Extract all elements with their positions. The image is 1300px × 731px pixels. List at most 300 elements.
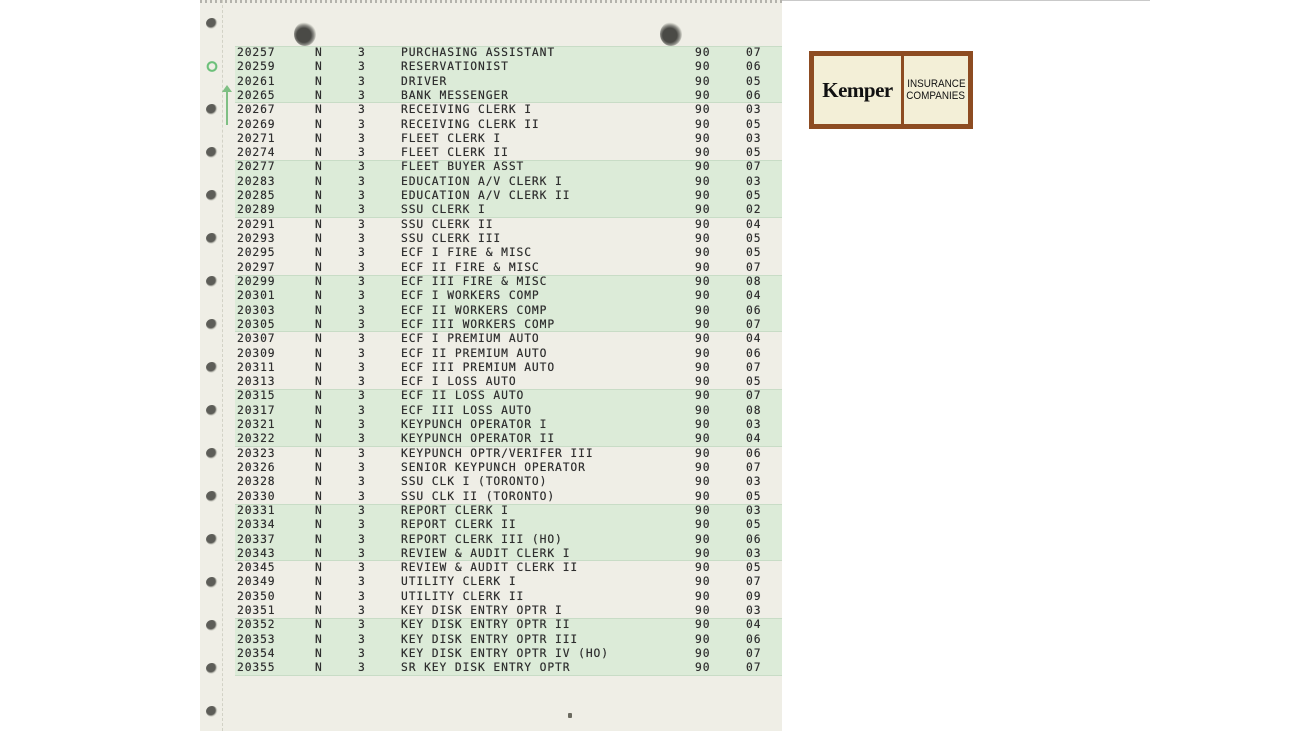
cell-level: 3	[358, 146, 366, 160]
cell-code: 20311	[237, 360, 276, 374]
cell-flag: N	[315, 289, 323, 303]
cell-level: 3	[358, 260, 366, 274]
cell-level: 3	[358, 332, 366, 346]
cell-code: 20352	[237, 618, 276, 632]
cell-num: 90	[695, 60, 711, 74]
cell-level: 3	[358, 88, 366, 102]
cell-code: 20323	[237, 446, 276, 460]
cell-code: 20295	[237, 246, 276, 260]
cell-level: 3	[358, 303, 366, 317]
logo-wordmark-panel	[814, 56, 901, 124]
cell-code: 20289	[237, 203, 276, 217]
cell-level: 3	[358, 346, 366, 360]
cell-title: RESERVATIONIST	[401, 60, 509, 74]
cell-num: 90	[695, 518, 711, 532]
feed-hole-icon	[206, 362, 218, 373]
cell-grade: 05	[746, 74, 762, 88]
cell-num: 90	[695, 532, 711, 546]
cell-title: REPORT CLERK III (HO)	[401, 532, 563, 546]
cell-code: 20257	[237, 46, 276, 59]
cell-code: 20271	[237, 131, 276, 145]
cell-num: 90	[695, 632, 711, 646]
cell-code: 20299	[237, 274, 276, 288]
cell-num: 90	[695, 117, 711, 131]
cell-flag: N	[315, 332, 323, 346]
cell-num: 90	[695, 246, 711, 260]
table-row	[235, 389, 782, 403]
cell-title: EDUCATION A/V CLERK II	[401, 189, 571, 203]
cell-num: 90	[695, 203, 711, 217]
cell-flag: N	[315, 618, 323, 632]
cell-flag: N	[315, 589, 323, 603]
cell-flag: N	[315, 274, 323, 288]
cell-grade: 04	[746, 217, 762, 231]
cell-flag: N	[315, 389, 323, 403]
cell-code: 20269	[237, 117, 276, 131]
cell-num: 90	[695, 375, 711, 389]
cell-flag: N	[315, 503, 323, 517]
cell-grade: 03	[746, 604, 762, 618]
cell-num: 90	[695, 503, 711, 517]
cell-title: FLEET CLERK I	[401, 131, 502, 145]
cell-num: 90	[695, 403, 711, 417]
feed-hole-icon	[206, 577, 218, 588]
cell-title: ECF III PREMIUM AUTO	[401, 360, 556, 374]
table-row	[235, 103, 782, 117]
table-row	[235, 175, 782, 189]
cell-title: ECF I PREMIUM AUTO	[401, 332, 540, 346]
cell-grade: 05	[746, 489, 762, 503]
cell-flag: N	[315, 146, 323, 160]
cell-code: 20291	[237, 217, 276, 231]
cell-level: 3	[358, 632, 366, 646]
cell-grade: 05	[746, 518, 762, 532]
cell-title: SSU CLK II (TORONTO)	[401, 489, 556, 503]
table-row	[235, 218, 782, 232]
cell-title: RECEIVING CLERK I	[401, 103, 532, 117]
table-row	[235, 604, 782, 618]
ink-mark	[568, 713, 572, 718]
cell-code: 20315	[237, 389, 276, 403]
table-row	[235, 361, 782, 375]
cell-code: 20337	[237, 532, 276, 546]
table-row	[235, 490, 782, 504]
cell-title: ECF II LOSS AUTO	[401, 389, 525, 403]
cell-grade: 06	[746, 446, 762, 460]
cell-flag: N	[315, 203, 323, 217]
table-row	[235, 160, 782, 174]
cell-grade: 03	[746, 475, 762, 489]
cell-num: 90	[695, 74, 711, 88]
cell-flag: N	[315, 561, 323, 575]
cell-num: 90	[695, 174, 711, 188]
cell-code: 20326	[237, 460, 276, 474]
cell-grade: 06	[746, 88, 762, 102]
cell-level: 3	[358, 460, 366, 474]
cell-flag: N	[315, 532, 323, 546]
cell-grade: 03	[746, 174, 762, 188]
cell-code: 20334	[237, 518, 276, 532]
cell-grade: 07	[746, 460, 762, 474]
table-row	[235, 189, 782, 203]
table-row	[235, 246, 782, 260]
kemper-logo	[809, 51, 973, 129]
cell-grade: 05	[746, 117, 762, 131]
cell-num: 90	[695, 332, 711, 346]
cell-flag: N	[315, 189, 323, 203]
feed-hole-icon	[206, 190, 218, 201]
cell-grade: 05	[746, 375, 762, 389]
cell-flag: N	[315, 317, 323, 331]
cell-grade: 03	[746, 546, 762, 560]
cell-level: 3	[358, 289, 366, 303]
cell-grade: 07	[746, 360, 762, 374]
logo-tagline-line-1: INSURANCE	[906, 78, 966, 90]
cell-title: UTILITY CLERK I	[401, 575, 517, 589]
cell-flag: N	[315, 647, 323, 661]
cell-num: 90	[695, 232, 711, 246]
cell-flag: N	[315, 60, 323, 74]
cell-title: UTILITY CLERK II	[401, 589, 525, 603]
cell-code: 20301	[237, 289, 276, 303]
cell-grade: 02	[746, 203, 762, 217]
cell-grade: 03	[746, 418, 762, 432]
cell-title: ECF II PREMIUM AUTO	[401, 346, 548, 360]
cell-flag: N	[315, 232, 323, 246]
cell-title: ECF III FIRE & MISC	[401, 274, 548, 288]
cell-flag: N	[315, 418, 323, 432]
cell-level: 3	[358, 232, 366, 246]
cell-flag: N	[315, 174, 323, 188]
cell-grade: 04	[746, 618, 762, 632]
table-row	[235, 146, 782, 160]
table-row	[235, 275, 782, 289]
feed-hole-icon	[206, 405, 218, 416]
cell-level: 3	[358, 518, 366, 532]
cell-num: 90	[695, 360, 711, 374]
feed-hole-icon	[206, 104, 218, 115]
cell-title: KEY DISK ENTRY OPTR I	[401, 604, 563, 618]
cell-level: 3	[358, 103, 366, 117]
table-row	[235, 647, 782, 661]
cell-flag: N	[315, 360, 323, 374]
cell-num: 90	[695, 418, 711, 432]
binder-hole-icon	[294, 22, 316, 46]
cell-level: 3	[358, 274, 366, 288]
cell-grade: 07	[746, 575, 762, 589]
cell-num: 90	[695, 661, 711, 675]
cell-code: 20354	[237, 647, 276, 661]
cell-grade: 06	[746, 60, 762, 74]
cell-code: 20297	[237, 260, 276, 274]
table-row	[235, 475, 782, 489]
table-row	[235, 318, 782, 332]
cell-num: 90	[695, 647, 711, 661]
cell-grade: 06	[746, 303, 762, 317]
cell-flag: N	[315, 246, 323, 260]
cell-flag: N	[315, 131, 323, 145]
cell-title: BANK MESSENGER	[401, 88, 509, 102]
cell-num: 90	[695, 489, 711, 503]
cell-num: 90	[695, 160, 711, 174]
cell-grade: 04	[746, 289, 762, 303]
cell-level: 3	[358, 489, 366, 503]
cell-flag: N	[315, 575, 323, 589]
cell-code: 20305	[237, 317, 276, 331]
cell-title: FLEET BUYER ASST	[401, 160, 525, 174]
cell-num: 90	[695, 589, 711, 603]
cell-code: 20317	[237, 403, 276, 417]
cell-grade: 07	[746, 647, 762, 661]
cell-code: 20345	[237, 561, 276, 575]
cell-code: 20321	[237, 418, 276, 432]
cell-flag: N	[315, 446, 323, 460]
cell-num: 90	[695, 88, 711, 102]
cell-title: KEYPUNCH OPTR/VERIFER III	[401, 446, 594, 460]
table-row	[235, 447, 782, 461]
cell-code: 20274	[237, 146, 276, 160]
cell-title: ECF III WORKERS COMP	[401, 317, 556, 331]
cell-level: 3	[358, 647, 366, 661]
cell-level: 3	[358, 246, 366, 260]
cell-level: 3	[358, 74, 366, 88]
cell-grade: 09	[746, 589, 762, 603]
cell-grade: 07	[746, 46, 762, 59]
table-row	[235, 547, 782, 561]
cell-level: 3	[358, 618, 366, 632]
cell-title: SSU CLERK II	[401, 217, 494, 231]
cell-flag: N	[315, 160, 323, 174]
cell-title: SSU CLK I (TORONTO)	[401, 475, 548, 489]
cell-num: 90	[695, 131, 711, 145]
cell-title: REPORT CLERK I	[401, 503, 509, 517]
cell-title: ECF II WORKERS COMP	[401, 303, 548, 317]
cell-grade: 06	[746, 632, 762, 646]
cell-num: 90	[695, 189, 711, 203]
cell-level: 3	[358, 446, 366, 460]
cell-level: 3	[358, 589, 366, 603]
cell-title: SR KEY DISK ENTRY OPTR	[401, 661, 571, 675]
cell-num: 90	[695, 475, 711, 489]
cell-title: ECF III LOSS AUTO	[401, 403, 532, 417]
cell-grade: 05	[746, 232, 762, 246]
cell-num: 90	[695, 575, 711, 589]
cell-title: DRIVER	[401, 74, 448, 88]
table-row	[235, 432, 782, 446]
table-row	[235, 304, 782, 318]
cell-flag: N	[315, 546, 323, 560]
cell-flag: N	[315, 117, 323, 131]
cell-num: 90	[695, 46, 711, 59]
cell-level: 3	[358, 317, 366, 331]
cell-flag: N	[315, 661, 323, 675]
cell-level: 3	[358, 475, 366, 489]
arrow-icon	[226, 89, 228, 125]
cell-level: 3	[358, 46, 366, 59]
feed-hole-icon	[206, 620, 218, 631]
cell-grade: 07	[746, 260, 762, 274]
table-row	[235, 461, 782, 475]
cell-title: REPORT CLERK II	[401, 518, 517, 532]
cell-code: 20350	[237, 589, 276, 603]
cell-code: 20355	[237, 661, 276, 675]
cell-flag: N	[315, 460, 323, 474]
cell-num: 90	[695, 274, 711, 288]
cell-grade: 07	[746, 160, 762, 174]
cell-code: 20261	[237, 74, 276, 88]
cell-level: 3	[358, 661, 366, 675]
cell-title: SSU CLERK III	[401, 232, 502, 246]
cell-title: ECF I LOSS AUTO	[401, 375, 517, 389]
cell-title: KEYPUNCH OPERATOR II	[401, 432, 556, 446]
cell-title: FLEET CLERK II	[401, 146, 509, 160]
cell-num: 90	[695, 317, 711, 331]
cell-level: 3	[358, 389, 366, 403]
job-code-listing	[235, 46, 782, 690]
cell-flag: N	[315, 74, 323, 88]
cell-num: 90	[695, 561, 711, 575]
binder-hole-icon	[660, 22, 682, 46]
table-row	[235, 533, 782, 547]
table-row	[235, 232, 782, 246]
cell-code: 20343	[237, 546, 276, 560]
cell-level: 3	[358, 60, 366, 74]
cell-title: ECF II FIRE & MISC	[401, 260, 540, 274]
feed-hole-icon	[206, 448, 218, 459]
cell-code: 20351	[237, 604, 276, 618]
cell-flag: N	[315, 604, 323, 618]
cell-code: 20331	[237, 503, 276, 517]
cell-num: 90	[695, 432, 711, 446]
table-row	[235, 89, 782, 103]
cell-grade: 08	[746, 403, 762, 417]
cell-flag: N	[315, 375, 323, 389]
cell-num: 90	[695, 289, 711, 303]
cell-grade: 06	[746, 346, 762, 360]
cell-title: PURCHASING ASSISTANT	[401, 46, 556, 59]
cell-flag: N	[315, 475, 323, 489]
cell-code: 20353	[237, 632, 276, 646]
feed-hole-icon	[206, 147, 218, 158]
cell-flag: N	[315, 489, 323, 503]
table-row	[235, 504, 782, 518]
cell-title: ECF I WORKERS COMP	[401, 289, 540, 303]
table-row	[235, 561, 782, 575]
cell-flag: N	[315, 217, 323, 231]
cell-title: REVIEW & AUDIT CLERK II	[401, 561, 579, 575]
table-row	[235, 132, 782, 146]
table-row	[235, 590, 782, 604]
cell-flag: N	[315, 46, 323, 59]
table-row	[235, 118, 782, 132]
cell-flag: N	[315, 346, 323, 360]
cell-code: 20259	[237, 60, 276, 74]
top-border-line	[782, 0, 1150, 1]
cell-grade: 03	[746, 131, 762, 145]
feed-hole-icon	[206, 233, 218, 244]
cell-grade: 03	[746, 503, 762, 517]
cell-num: 90	[695, 460, 711, 474]
cell-num: 90	[695, 604, 711, 618]
cell-grade: 05	[746, 146, 762, 160]
cell-level: 3	[358, 360, 366, 374]
feed-hole-icon	[206, 706, 218, 717]
cell-code: 20330	[237, 489, 276, 503]
cell-title: KEY DISK ENTRY OPTR III	[401, 632, 579, 646]
feed-hole-icon	[206, 491, 218, 502]
cell-flag: N	[315, 88, 323, 102]
cell-num: 90	[695, 103, 711, 117]
feed-hole-icon	[206, 18, 218, 29]
printout-page	[200, 0, 782, 731]
cell-grade: 05	[746, 246, 762, 260]
cell-title: KEY DISK ENTRY OPTR II	[401, 618, 571, 632]
feed-hole-icon	[206, 319, 218, 330]
cell-code: 20322	[237, 432, 276, 446]
table-row	[235, 375, 782, 389]
cell-level: 3	[358, 561, 366, 575]
cell-code: 20303	[237, 303, 276, 317]
feed-hole-icon	[206, 61, 218, 72]
table-row	[235, 633, 782, 647]
cell-level: 3	[358, 203, 366, 217]
cell-code: 20285	[237, 189, 276, 203]
cell-level: 3	[358, 189, 366, 203]
cell-flag: N	[315, 103, 323, 117]
cell-level: 3	[358, 604, 366, 618]
cell-flag: N	[315, 403, 323, 417]
cell-flag: N	[315, 432, 323, 446]
cell-level: 3	[358, 131, 366, 145]
cell-title: EDUCATION A/V CLERK I	[401, 174, 563, 188]
table-row	[235, 618, 782, 632]
table-row	[235, 203, 782, 217]
table-row	[235, 46, 782, 60]
feed-hole-icon	[206, 276, 218, 287]
cell-level: 3	[358, 546, 366, 560]
cell-grade: 07	[746, 317, 762, 331]
table-row	[235, 575, 782, 589]
cell-level: 3	[358, 117, 366, 131]
logo-wordmark: Kemper	[822, 77, 893, 102]
table-row	[235, 60, 782, 74]
cell-num: 90	[695, 546, 711, 560]
table-row	[235, 661, 782, 675]
feed-hole-icon	[206, 663, 218, 674]
cell-flag: N	[315, 632, 323, 646]
cell-title: REVIEW & AUDIT CLERK I	[401, 546, 571, 560]
cell-code: 20349	[237, 575, 276, 589]
cell-num: 90	[695, 146, 711, 160]
cell-code: 20309	[237, 346, 276, 360]
cell-num: 90	[695, 389, 711, 403]
table-row	[235, 332, 782, 346]
cell-title: SSU CLERK I	[401, 203, 486, 217]
cell-flag: N	[315, 303, 323, 317]
cell-grade: 05	[746, 189, 762, 203]
cell-flag: N	[315, 260, 323, 274]
cell-code: 20293	[237, 232, 276, 246]
cell-num: 90	[695, 303, 711, 317]
cell-code: 20267	[237, 103, 276, 117]
cell-grade: 05	[746, 561, 762, 575]
cell-grade: 04	[746, 432, 762, 446]
feed-hole-icon	[206, 534, 218, 545]
cell-num: 90	[695, 260, 711, 274]
cell-title: RECEIVING CLERK II	[401, 117, 540, 131]
table-row	[235, 261, 782, 275]
cell-num: 90	[695, 217, 711, 231]
